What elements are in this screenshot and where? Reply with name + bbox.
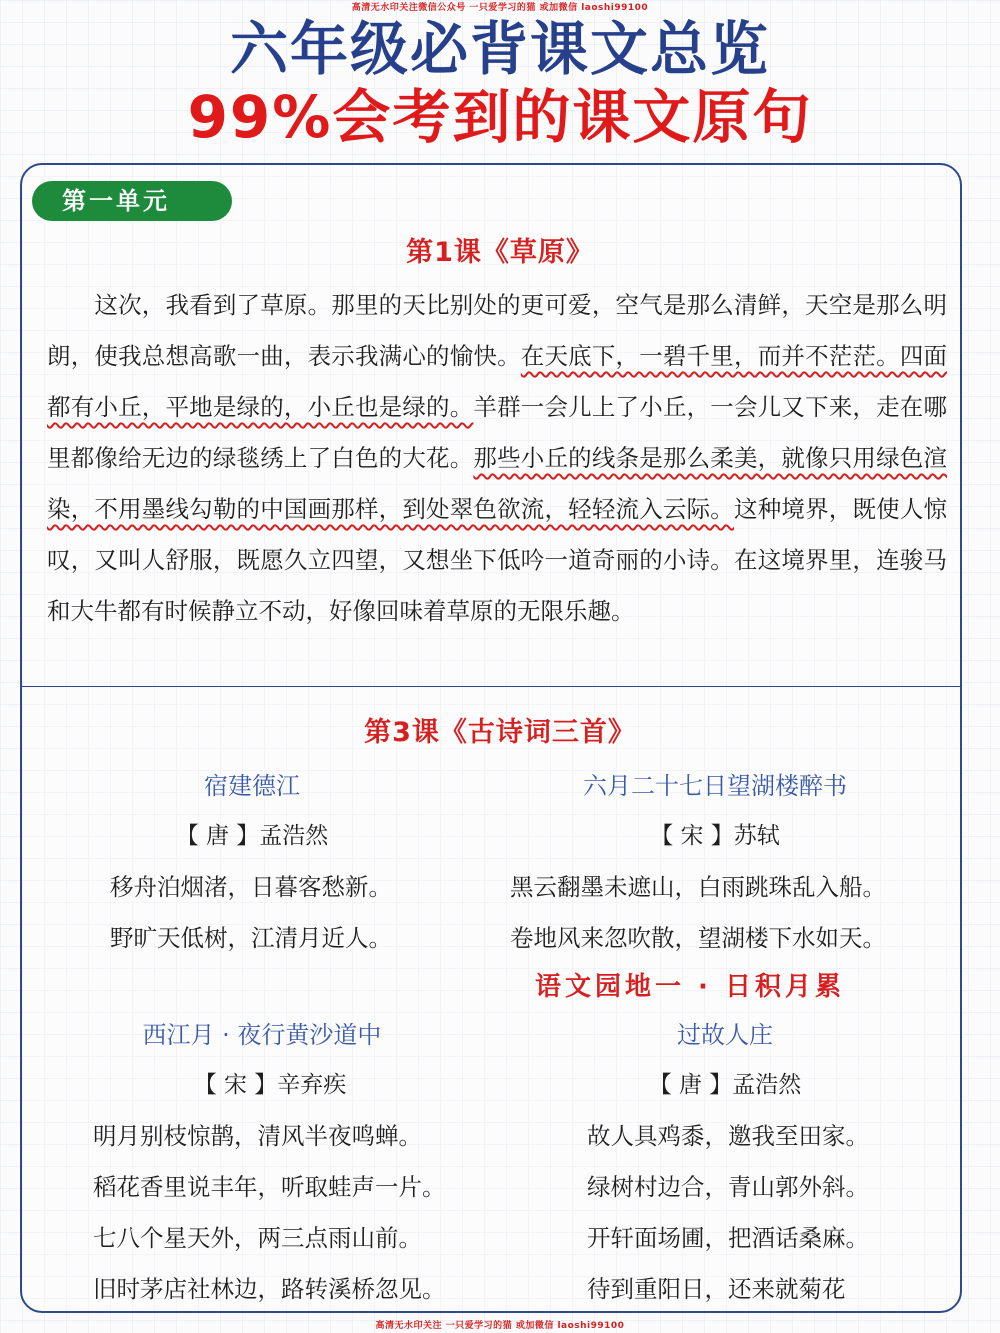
passage-segment-underlined: 那些小丘的线条是那么柔美，就像只用绿色渲染，不用墨线勾勒的中国画那样，到处翠色欲流，轻轻流入云际。	[47, 444, 948, 523]
bottom-watermark: 高清无水印关注 一只爱学习的猫 或加微信 laoshi99100	[375, 1321, 625, 1331]
poem-title: 宿建德江	[204, 772, 300, 800]
passage-segment: 羊群一会儿上了小丘，一会儿又下来，走在哪里都像给无边的绿毯绣上了白色的大花。	[47, 393, 948, 472]
poem-author: 【 宋 】苏轼	[650, 823, 780, 849]
poem-title: 西江月 · 夜行黄沙道中	[142, 1021, 382, 1049]
poem-line: 开轩面场圃，把酒话桑麻。	[587, 1224, 869, 1252]
poem-line: 野旷天低树，江清月近人。	[110, 924, 392, 952]
lesson-1-passage	[47, 280, 947, 637]
garden-title: 语文园地一 · 日积月累	[535, 972, 845, 1002]
page-subtitle: 99%会考到的课文原句	[187, 83, 813, 151]
poem-title: 六月二十七日望湖楼醉书	[583, 772, 847, 800]
top-watermark: 高清无水印关注微信公众号 一只爱学习的猫 或加微信 laoshi99100	[351, 3, 649, 13]
poem-line: 七八个星天外，两三点雨山前。	[93, 1224, 422, 1252]
poem-line: 黑云翻墨未遮山，白雨跳珠乱入船。	[510, 873, 886, 901]
unit-badge: 第一单元	[32, 181, 232, 221]
poem-line: 待到重阳日，还来就菊花	[587, 1275, 846, 1303]
poem-author: 【 唐 】孟浩然	[648, 1072, 802, 1098]
page-title: 六年级必背课文总览	[229, 15, 770, 83]
poem-line: 卷地风来忽吹散，望湖楼下水如天。	[510, 924, 886, 952]
lesson-1-title: 第1课《草原》	[406, 237, 594, 268]
passage-segment-underlined: 在天底下，一碧千里，而并不茫茫。四面都有小丘，平地是绿的，小丘也是绿的。	[47, 342, 948, 421]
passage-segment: 这次，我看到了草原。那里的天比别处的更可爱，空气是那么清鲜，天空是那么明朗，使我总想高歌一曲，表示我满心的愉快。	[47, 291, 947, 370]
poem-line: 旧时茅店社林边，路转溪桥忽见。	[93, 1275, 446, 1303]
poem-author: 【 唐 】孟浩然	[175, 823, 329, 849]
poem-line: 故人具鸡黍，邀我至田家。	[587, 1122, 869, 1150]
section-divider	[20, 686, 962, 687]
poem-title: 过故人庄	[677, 1021, 773, 1049]
lesson-3-title: 第3课《古诗词三首》	[364, 717, 636, 748]
poem-line: 绿树村边合，青山郭外斜。	[587, 1173, 869, 1201]
poem-line: 稻花香里说丰年，听取蛙声一片。	[93, 1173, 446, 1201]
poem-line: 明月别枝惊鹊，清风半夜鸣蝉。	[93, 1122, 422, 1150]
passage-segment: 这种境界，既使人惊叹，又叫人舒服，既愿久立四望，又想坐下低吟一道奇丽的小诗。在这境界里，连骏马和大牛都有时候静立不动，好像回味着草原的无限乐趣。	[47, 495, 948, 625]
poem-author: 【 宋 】辛弃疾	[193, 1072, 347, 1098]
poem-line: 移舟泊烟渚，日暮客愁新。	[110, 873, 392, 901]
